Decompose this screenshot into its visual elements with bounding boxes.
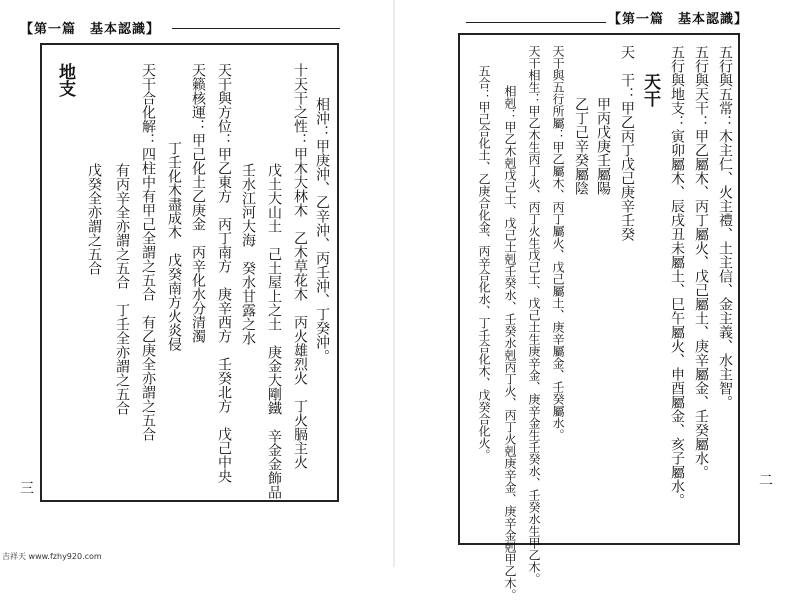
left-page-frame — [40, 43, 339, 502]
left-col-8: 天干合化解：四柱中有甲己全謂之五合 有乙庚全亦謂之五合 — [140, 63, 156, 441]
right-col-8: 天干與五行所屬：甲乙屬木、丙丁屬火、戊己屬土、庚辛屬金、壬癸屬水。 — [551, 45, 565, 441]
left-col-9: 有丙辛全亦謂之五合 丁壬全亦謂之五合 — [114, 163, 130, 415]
right-col-4-heading: 天干 — [640, 73, 660, 107]
right-page-frame — [458, 33, 740, 601]
footer-watermark: 吉祥天 www.fzhy920.com — [2, 552, 102, 561]
right-col-9: 天干相生：甲乙木生丙丁火、丙丁火生戊己土、戊己土生庚辛金、庚辛金生壬癸水、壬癸水生甲乙木。 — [527, 45, 541, 585]
left-col-5: 天干與方位：甲乙東方 丙丁南方 庚辛西方 壬癸北方 戊己中央 — [216, 63, 232, 483]
left-col-4: 壬水江河大海 癸水甘露之水 — [240, 163, 256, 345]
left-col-3: 戊土大山土 己土屋上之土 庚金大剛鐵 辛金金飾品 — [266, 163, 282, 499]
book-spine — [393, 0, 395, 567]
right-col-3: 五行與地支：寅卯屬木、辰戌丑未屬土、巳午屬火、申酉屬金、亥子屬水。 — [669, 45, 685, 507]
left-header-rule — [172, 28, 340, 29]
left-col-6: 天籁核運：甲己化土乙庚金 丙辛化水分清濁 — [190, 63, 206, 343]
left-page-number: 三 — [20, 481, 34, 497]
right-page-header: 【第一篇 基本認識】 — [608, 12, 749, 27]
right-col-7: 乙丁己辛癸屬陰 — [573, 97, 589, 195]
right-header-rule — [466, 22, 606, 23]
right-col-5: 天 干：甲乙丙丁戊己庚辛壬癸 — [619, 45, 635, 241]
right-col-2: 五行與天干：甲乙屬木、丙丁屬火、戊己屬土、庚辛屬金、壬癸屬水。 — [693, 45, 709, 479]
right-col-10: 相剋：甲乙木剋戊己土、戊己土剋壬癸水、壬癸水剋丙丁火、丙丁火剋庚辛金、庚辛金剋甲乙木。 — [503, 85, 517, 601]
left-page-header: 【第一篇 基本認識】 — [20, 22, 161, 37]
right-col-11: 五合：甲己合化土、乙庚合化金、丙辛合化水、丁壬合化木、戊癸合化火。 — [477, 65, 491, 461]
right-col-1: 五行與五常：木主仁、火主禮、土主信、金主義、水主智。 — [717, 45, 733, 409]
right-col-6: 甲丙戊庚壬屬陽 — [595, 97, 611, 195]
right-page-number: 二 — [759, 473, 773, 489]
left-col-10: 戊癸全亦謂之五合 — [86, 163, 102, 275]
left-col-1: 相沖：甲庚沖、乙辛沖、丙壬沖、丁癸沖。 — [314, 97, 330, 363]
left-col-11-heading: 地支 — [55, 63, 75, 97]
left-col-2: 十天干之性：甲木大林木 乙木草花木 丙火雄烈火 丁火膈主火 — [292, 63, 308, 469]
left-col-7: 丁壬化木盡成木 戊癸南方火炎侵 — [166, 141, 182, 351]
